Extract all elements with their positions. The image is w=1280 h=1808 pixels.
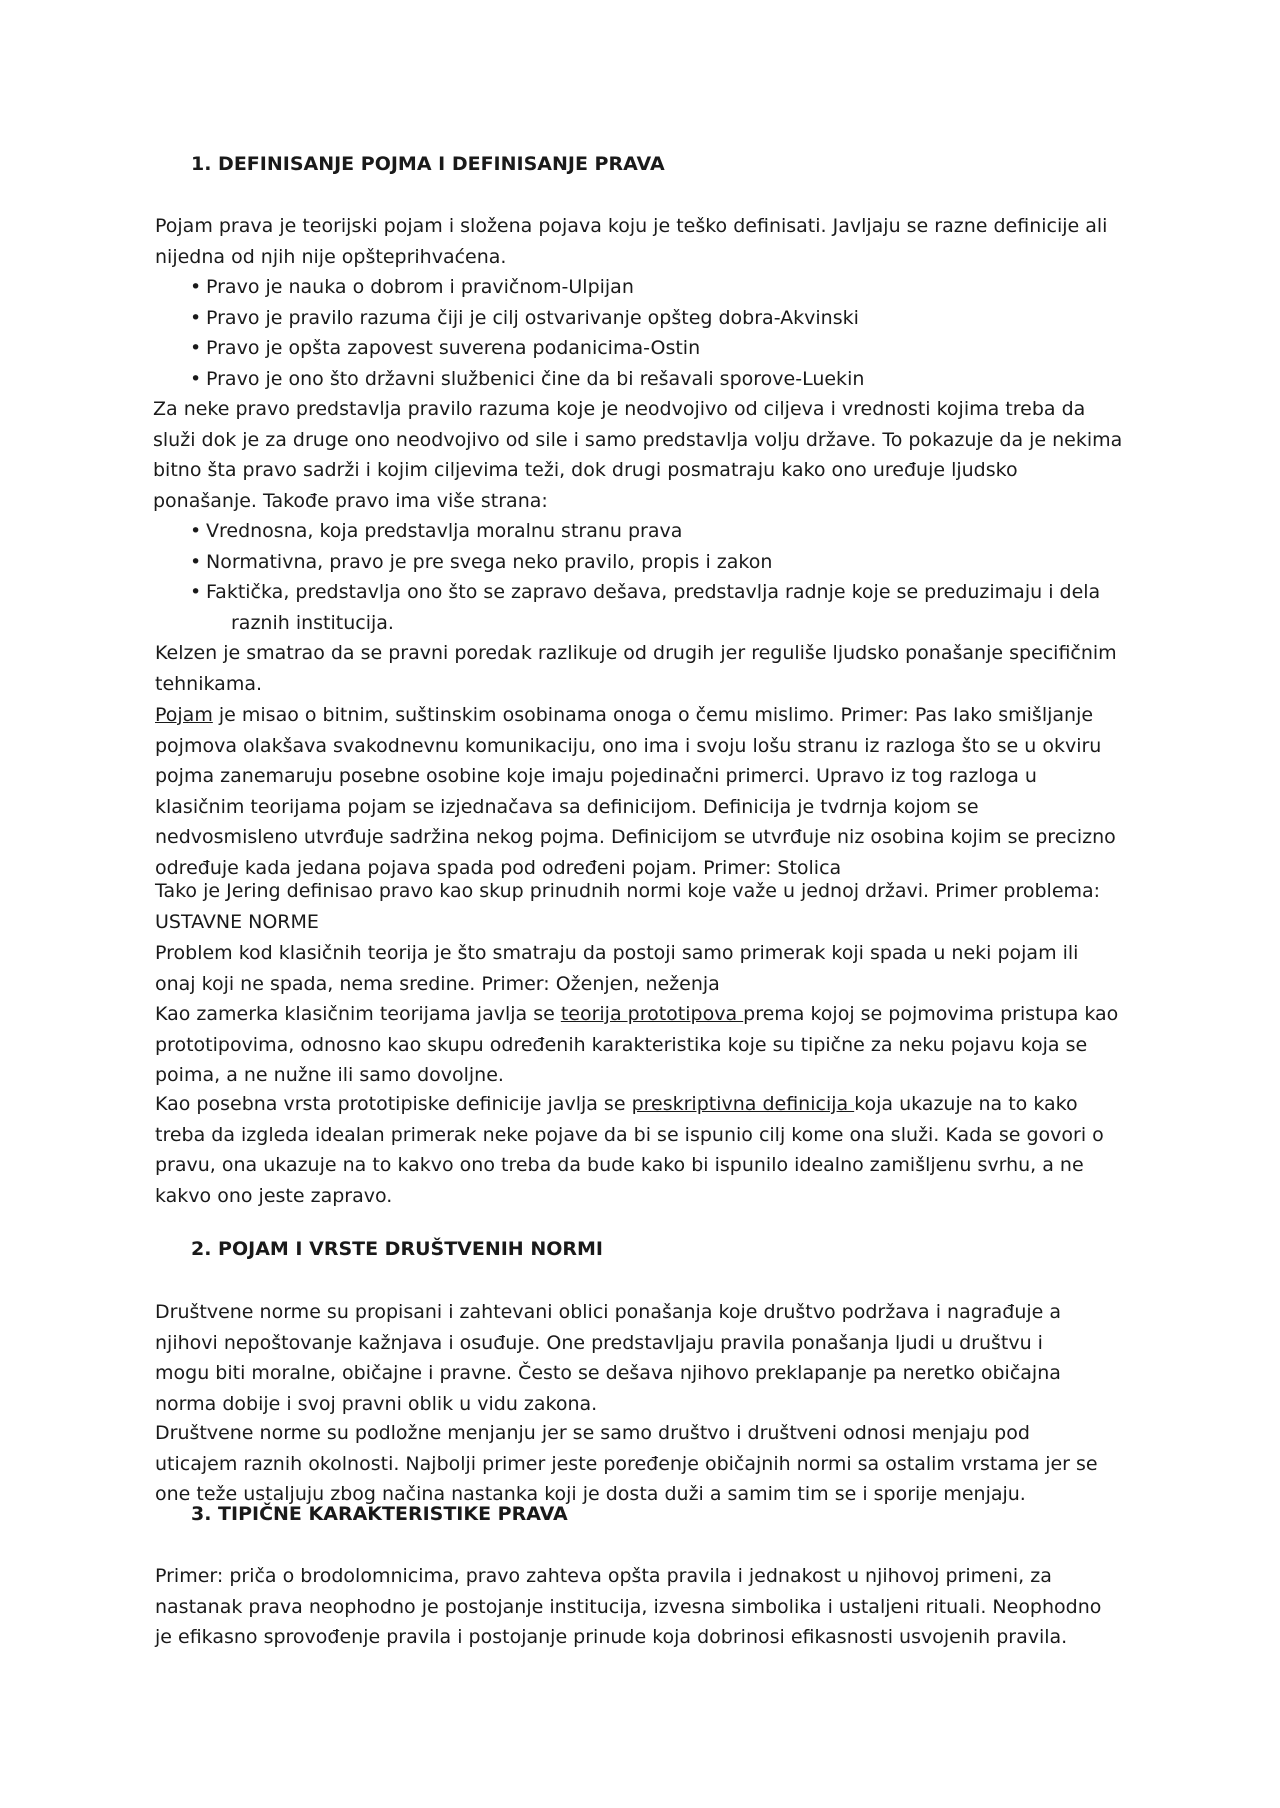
kelzen-paragraph bbox=[155, 638, 1135, 699]
text-line: Društvene norme su podložne menjanju jer se samo društvo i društveni odnosi menjaju pod bbox=[155, 1422, 1030, 1444]
section-2-paragraph-2 bbox=[155, 1418, 1135, 1510]
text-line: pravu, ona ukazuje na to kakvo ono treba da bude kako bi ispunilo idealno zamišljenu svrhu, a ne bbox=[155, 1154, 1084, 1176]
text-line: pojma zanemaruju posebne osobine koje imaju pojedinačni primerci. Upravo iz tog razloga u bbox=[155, 765, 1037, 787]
prototype-paragraph bbox=[155, 999, 1135, 1091]
text-line: Problem kod klasičnih teorija je što smatraju da postoji samo primerak koji spada u neki pojam ili bbox=[155, 942, 1079, 964]
text-line: određuje kada jedana pojava spada pod određeni pojam. Primer: Stolica bbox=[155, 856, 842, 879]
text-line: Kao posebna vrsta prototipiske definicije javlja se preskriptivna definicija koja ukazuje na to kako bbox=[155, 1093, 1078, 1115]
text-line: je efikasno sprovođenje pravila i postojanje prinude koja dobrinosi efikasnosti usvojenih pravila. bbox=[155, 1626, 1068, 1648]
list-item: • Pravo je ono što državni službenici čine da bi rešavali sporove-Luekin bbox=[190, 364, 864, 395]
prescriptive-paragraph bbox=[155, 1089, 1135, 1211]
pojam-term: Pojam bbox=[155, 704, 213, 726]
text-line: Tako je Jering definisao pravo kao skup prinudnih normi koje važe u jednoj državi. Primer problema: bbox=[155, 880, 1101, 902]
pojam-paragraph bbox=[155, 700, 1135, 883]
text-line: tehnikama. bbox=[155, 672, 263, 695]
text-line: Kelzen je smatrao da se pravni poredak razlikuje od drugih jer reguliše ljudsko ponašanje specifičnim bbox=[155, 642, 1117, 664]
section-1-heading: 1. DEFINISANJE POJMA I DEFINISANJE PRAVA bbox=[191, 153, 665, 175]
text-line: kakvo ono jeste zapravo. bbox=[155, 1184, 393, 1207]
bullet-icon: • bbox=[190, 581, 202, 603]
text-line: ponašanje. Takođe pravo ima više strana: bbox=[153, 489, 548, 512]
text-line: one teže ustaljuju zbog načina nastanka koji je dosta duži a samim tim se i sporije menjaju. bbox=[155, 1483, 1026, 1505]
definitions-list bbox=[190, 272, 864, 394]
list-item: • Pravo je pravilo razuma čiji je cilj ostvarivanje opšteg dobra-Akvinski bbox=[190, 303, 864, 334]
problem-paragraph bbox=[155, 938, 1135, 999]
section-3-paragraph-1 bbox=[155, 1561, 1135, 1653]
text-line: pojmova olakšava svakodnevnu komunikaciju, ono ima i svoju lošu stranu iz razloga što se u okviru bbox=[155, 734, 1102, 757]
text-line: nijedna od njih nije opšteprihvaćena. bbox=[155, 245, 507, 268]
bullet-icon: • bbox=[190, 337, 202, 359]
bullet-icon: • bbox=[190, 276, 202, 298]
text-line: poima, a ne nužne ili samo dovoljne. bbox=[155, 1064, 504, 1086]
text-line: uticajem raznih okolnosti. Najbolji primer jeste poređenje običajnih normi sa ostalim vrstama jer se bbox=[155, 1452, 1098, 1475]
text-line: prototipovima, odnosno kao skupu određenih karakteristika koje su tipične za neku pojavu koja se bbox=[155, 1033, 1088, 1056]
list-item: • Pravo je nauka o dobrom i pravičnom-Ulpijan bbox=[190, 272, 864, 303]
teorija-prototipova-term: teorija prototipova bbox=[560, 1003, 744, 1025]
preskriptivna-definicija-term: preskriptivna definicija bbox=[631, 1093, 855, 1115]
jering-paragraph bbox=[155, 876, 1135, 937]
list-item: • Pravo je opšta zapovest suverena podanicima-Ostin bbox=[190, 333, 864, 364]
text-line: bitno šta pravo sadrži i kojim ciljevima teži, dok drugi posmatraju kako ono uređuje ljudsko bbox=[153, 459, 1018, 481]
bullet-icon: • bbox=[190, 520, 202, 542]
text-line: mogu biti moralne, običajne i pravne. Često se dešava njihovo preklapanje pa neretko običajna bbox=[155, 1362, 1061, 1384]
text-line: služi dok je za druge ono neodvojivo od sile i samo predstavlja volju države. To pokazuje da je nekima bbox=[153, 428, 1123, 451]
text-line: njihovi nepoštovanje kažnjava i osuđuje. One predstavljaju pravila ponašanja ljudi u društvu i bbox=[155, 1331, 1043, 1354]
text-line: Pojam je misao o bitnim, suštinskim osobinama onoga o čemu mislimo. Primer: Pas Iako smišljanje bbox=[155, 704, 1094, 726]
section-1-paragraph-2 bbox=[153, 394, 1133, 516]
list-item: • Normativna, pravo je pre svega neko pravilo, propis i zakon bbox=[190, 547, 1100, 578]
section-3-heading: 3. TIPIČNE KARAKTERISTIKE PRAVA bbox=[191, 1503, 568, 1525]
sides-list bbox=[190, 516, 1100, 638]
section-2-paragraph-1 bbox=[155, 1297, 1135, 1419]
bullet-icon: • bbox=[190, 367, 202, 390]
list-item: • Vrednosna, koja predstavlja moralnu stranu prava bbox=[190, 516, 1100, 547]
text-line: Za neke pravo predstavlja pravilo razuma koje je neodvojivo od ciljeva i vrednosti kojima treba da bbox=[153, 398, 1086, 420]
section-2-heading: 2. POJAM I VRSTE DRUŠTVENIH NORMI bbox=[191, 1238, 603, 1260]
text-line: treba da izgleda idealan primerak neke pojave da bi se ispunio cilj kome ona služi. Kada se govori o bbox=[155, 1123, 1104, 1146]
bullet-icon: • bbox=[190, 550, 202, 573]
section-1-intro bbox=[155, 211, 1135, 272]
bullet-icon: • bbox=[190, 306, 202, 329]
text-line: Pojam prava je teorijski pojam i složena pojava koju je teško definisati. Javljaju se razne definicije ali bbox=[155, 215, 1108, 237]
text-line: nedvosmisleno utvrđuje sadržina nekog pojma. Definicijom se utvrđuje niz osobina kojim se precizno bbox=[155, 826, 1116, 848]
text-line: norma dobije i svoj pravni oblik u vidu zakona. bbox=[155, 1392, 598, 1415]
list-item: • Faktička, predstavlja ono što se zapravo dešava, predstavlja radnje koje se preduzimaju i dela bbox=[190, 577, 1100, 608]
text-line: USTAVNE NORME bbox=[155, 910, 319, 933]
text-line: Društvene norme su propisani i zahtevani oblici ponašanja koje društvo podržava i nagrađuje a bbox=[155, 1301, 1062, 1323]
text-line: Kao zamerka klasičnim teorijama javlja se teorija prototipova prema kojoj se pojmovima pristupa kao bbox=[155, 1003, 1119, 1025]
list-item-continuation: raznih institucija. bbox=[231, 611, 394, 634]
text-line: nastanak prava neophodno je postojanje institucija, izvesna simbolika i ustaljeni rituali. Neophodno bbox=[155, 1595, 1102, 1618]
text-line: Primer: priča o brodolomnicima, pravo zahteva opšta pravila i jednakost u njihovoj primeni, za bbox=[155, 1565, 1052, 1587]
text-line: onaj koji ne spada, nema sredine. Primer: Oženjen, neženja bbox=[155, 972, 720, 995]
text-line: klasičnim teorijama pojam se izjednačava sa definicijom. Definicija je tvdrnja kojom se bbox=[155, 795, 979, 818]
